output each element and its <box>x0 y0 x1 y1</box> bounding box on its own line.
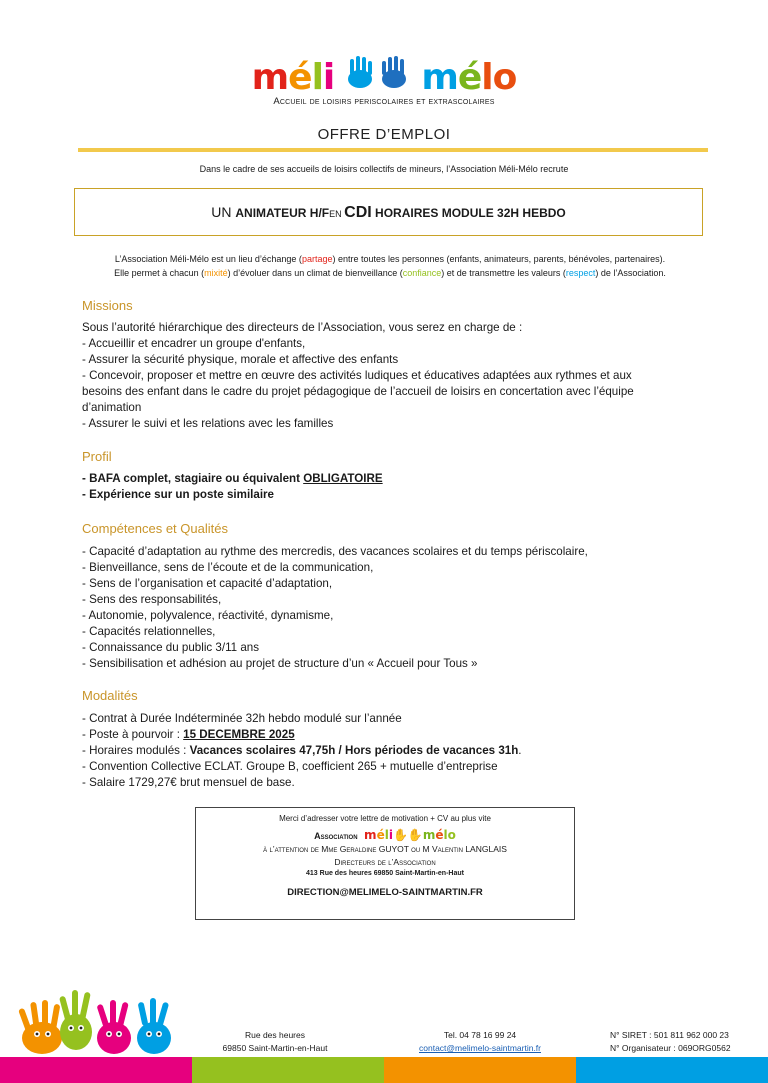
keyword-mixite: mixité <box>204 267 228 278</box>
list-item: - Expérience sur un poste similaire <box>82 488 275 501</box>
list-item: - Accueillir et encadrer un groupe d'enfants, <box>82 337 306 350</box>
hands-icon <box>346 55 410 100</box>
job-title-en: EN <box>329 209 345 219</box>
job-title-animateur: ANIMATEUR H/F <box>235 206 330 220</box>
job-title-box <box>74 188 703 236</box>
logo-letter: lo <box>481 57 517 98</box>
footer-city: 69850 Saint-Martin-en-Haut <box>222 1043 328 1053</box>
keyword-partage: partage <box>301 254 333 264</box>
keyword-respect: respect <box>565 267 596 278</box>
list-item: - Sens de l’organisation et capacité d’adaptation, <box>82 577 333 590</box>
profil-list <box>82 471 702 503</box>
job-title-cdi: CDI <box>344 204 372 221</box>
job-title-schedule: HORAIRES MODULE 32H HEBDO <box>371 206 566 220</box>
list-item: - Capacités relationnelles, <box>82 625 216 638</box>
footer-phone: Tel. 04 78 16 99 24 <box>443 1030 517 1040</box>
competences-list <box>82 544 702 672</box>
list-item: - Bienveillance, sens de l’écoute et de la communication, <box>82 561 374 574</box>
color-bar-segment <box>0 1057 192 1083</box>
list-item: - Assurer le suivi et les relations avec les familles <box>82 417 334 430</box>
section-title-modalites: Modalités <box>82 688 138 703</box>
contact-address: 413 Rue des heures 69850 Saint-Martin-en-Haut <box>306 870 464 877</box>
list-item: - Sens des responsabilités, <box>82 593 222 606</box>
footer-siret: N° SIRET : 501 811 962 000 23 <box>610 1030 729 1040</box>
color-bar-segment <box>576 1057 768 1083</box>
footer-registration <box>610 1029 760 1055</box>
contact-directeurs: Directeurs de l’Association <box>334 857 436 867</box>
footer-address <box>190 1029 360 1055</box>
list-item: - Salaire 1729,27€ brut mensuel de base. <box>82 776 295 789</box>
logo-letter: é <box>288 57 312 98</box>
logo-letter: m <box>251 57 289 98</box>
list-item: - BAFA complet, stagiaire ou équivalent OBLIGATOIRE <box>82 472 383 485</box>
modalites-list <box>82 711 702 791</box>
list-item: - Convention Collective ECLAT. Groupe B, coefficient 265 + mutuelle d’entreprise <box>82 760 498 773</box>
list-item: - Capacité d’adaptation au rythme des mercredis, des vacances scolaires et du temps périscolaire, <box>82 545 588 558</box>
color-bar-segment <box>384 1057 576 1083</box>
page-title: OFFRE D’EMPLOI <box>317 126 451 143</box>
footer-organisateur: N° Organisateur : 069ORG0562 <box>610 1043 731 1053</box>
contact-association: Association méli✋✋mélo <box>314 828 456 842</box>
hands-illustration <box>10 988 185 1058</box>
list-item: - Contrat à Durée Indéterminée 32h hebdo modulé sur l’année <box>82 712 402 725</box>
section-title-competences: Compétences et Qualités <box>82 521 228 536</box>
logo-letter: i <box>322 57 335 98</box>
list-item: besoins des enfant dans le cadre du projet pédagogique de l’accueil de loisirs en concertation avec l’équipe <box>82 385 634 398</box>
color-bar-segment <box>192 1057 384 1083</box>
list-item: - Connaissance du public 3/11 ans <box>82 641 260 654</box>
intro-text: Dans le cadre de ses accueils de loisirs collectifs de mineurs, l’Association Méli-Mélo recrute <box>199 164 569 174</box>
list-item: - Autonomie, polyvalence, réactivité, dynamisme, <box>82 609 334 622</box>
start-date: 15 DECEMBRE 2025 <box>183 728 295 741</box>
list-item: - Sensibilisation et adhésion au projet de structure d’un « Accueil pour Tous » <box>82 657 478 670</box>
missions-list <box>82 320 702 432</box>
logo-letter: é <box>457 57 482 98</box>
contact-intro: Merci d’adresser votre lettre de motivation + CV au plus vite <box>279 814 491 823</box>
contact-attention: à l’attention de Mme Geraldine GUYOT ou M Valentin LANGLAIS <box>263 844 507 854</box>
keyword-confiance: confiance <box>402 267 442 278</box>
footer-contact <box>395 1029 565 1055</box>
list-item: - Concevoir, proposer et mettre en œuvre des activités ludiques et éducatives adaptées aux rythmes et aux <box>82 369 632 382</box>
footer-email-link[interactable]: contact@melimelo-saintmartin.fr <box>419 1043 541 1053</box>
meli-melo-logo <box>0 55 768 100</box>
list-item: - Horaires modulés : Vacances scolaires 47,75h / Hors périodes de vacances 31h. <box>82 744 522 757</box>
list-item: - Poste à pourvoir : 15 DECEMBRE 2025 <box>82 728 295 741</box>
title-underline <box>78 148 708 152</box>
logo-letter: l <box>311 57 323 98</box>
obligatoire-label: OBLIGATOIRE <box>303 472 383 485</box>
job-title-un: UN <box>211 204 236 220</box>
list-item: - Assurer la sécurité physique, morale et affective des enfants <box>82 353 399 366</box>
list-item: d’animation <box>82 401 142 414</box>
logo-subtitle: Accueil de loisirs periscolaires et extrascolaires <box>273 96 495 107</box>
section-title-profil: Profil <box>82 449 112 464</box>
application-contact-box <box>195 807 575 920</box>
contact-email[interactable]: DIRECTION@MELIMELO-SAINTMARTIN.FR <box>287 887 483 898</box>
association-description: L’Association Méli-Mélo est un lieu d’échange (partage) entre toutes les personnes (enfants, animateurs, parents, bénévoles, partenaires). Elle permet à chacun (mixité) d’évoluer dans un climat de bienveillance (confiance) et de transmettre les valeurs (respect) de l’Association. <box>114 254 666 278</box>
schedule-hours: Vacances scolaires 47,75h / Hors périodes de vacances 31h <box>189 744 519 757</box>
footer-color-bar <box>0 1057 768 1083</box>
list-item: Sous l’autorité hiérarchique des directeurs de l’Association, vous serez en charge de : <box>82 321 523 334</box>
mini-logo: méli✋✋mélo <box>364 828 456 842</box>
footer-street: Rue des heures <box>244 1030 305 1040</box>
section-title-missions: Missions <box>82 298 133 313</box>
logo-letter: m <box>421 57 458 98</box>
